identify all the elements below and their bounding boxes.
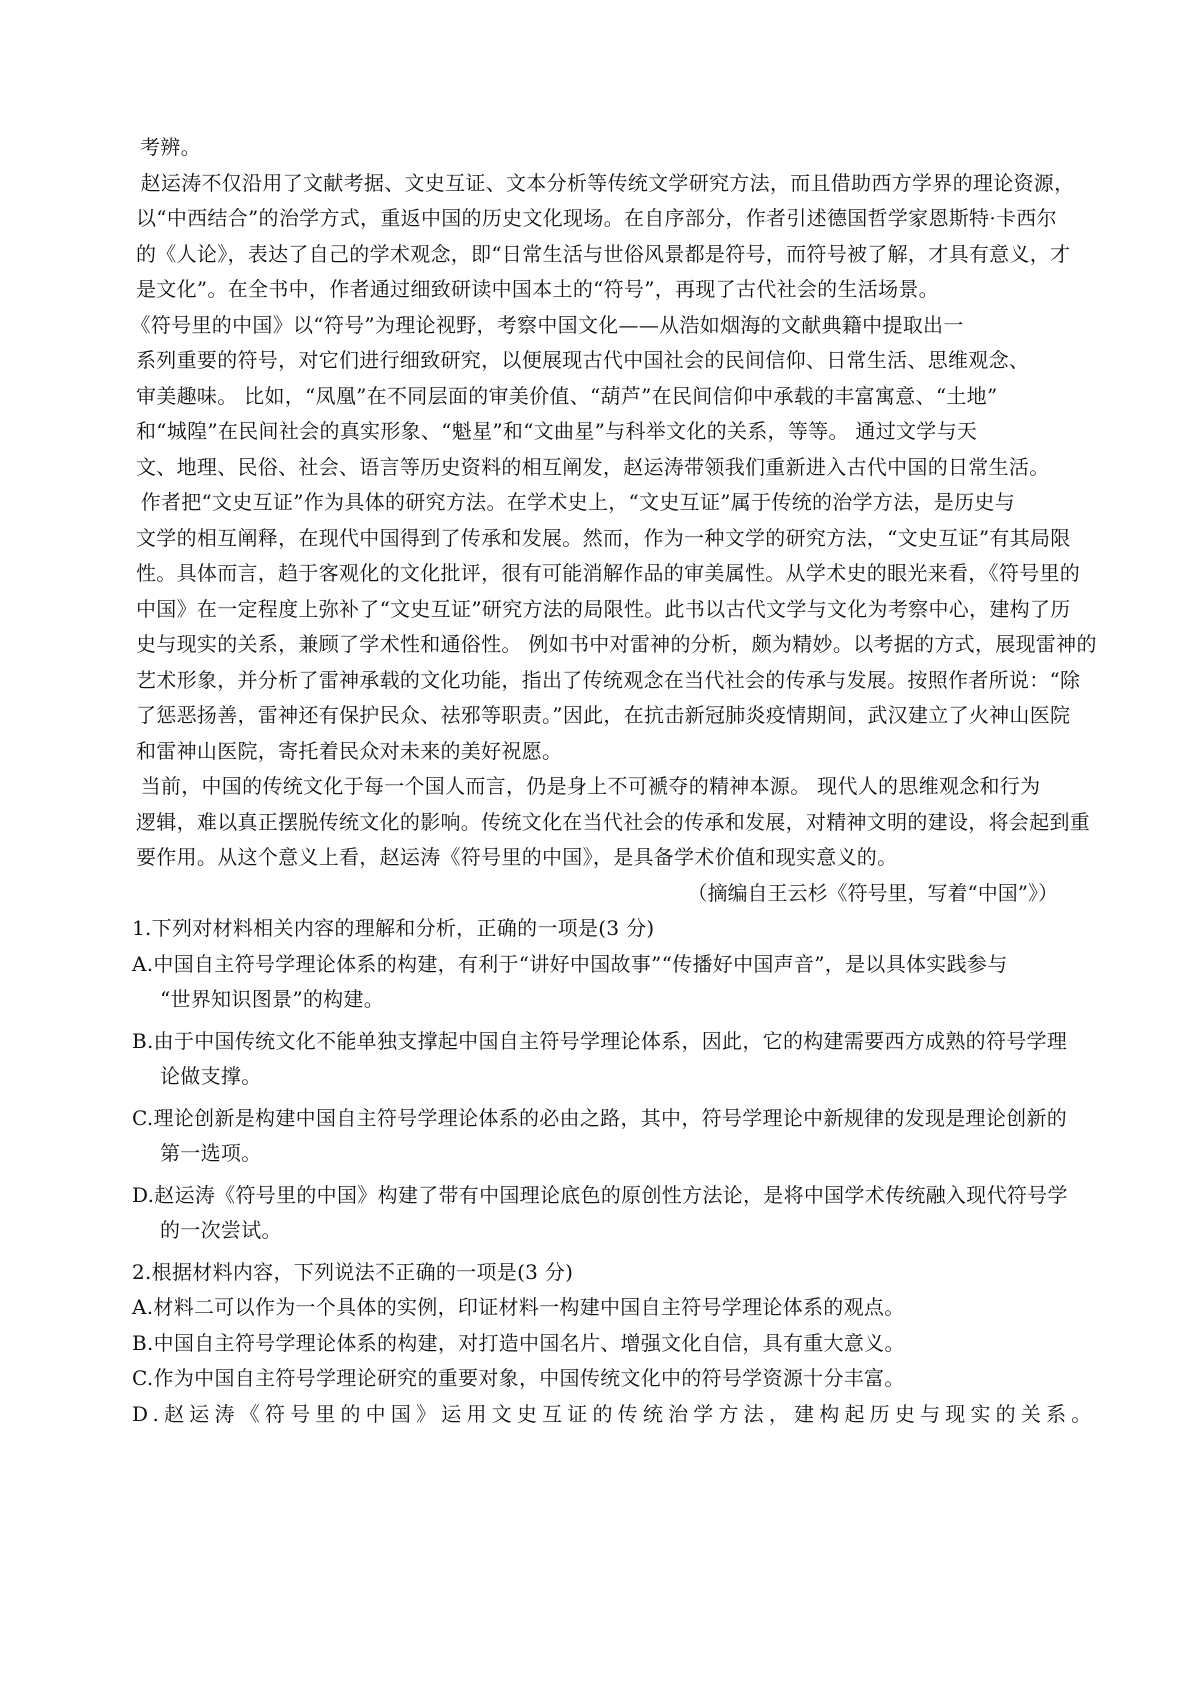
passage-line: 当前，中国的传统文化于每一个国人而言，仍是身上不可褫夺的精神本源。 现代人的思维观念和行为 (100, 774, 1041, 798)
passage-line: 逻辑，难以真正摆脱传统文化的影响。传统文化在当代社会的传承和发展，对精神文明的建设，将会起到重 (136, 809, 1091, 834)
answer-option-d: D.赵运涛《符号里的中国》构建了带有中国理论底色的原创性方法论，是将中国学术传统融入现代符号学 (132, 1182, 1068, 1207)
answer-option-a-continued: “世界知识图景”的构建。 (160, 987, 385, 1011)
passage-line: 艺术形象，并分析了雷神承载的文化功能，指出了传统观念在当代社会的传承与发展。按照作者所说：“除 (136, 667, 1081, 692)
passage-line: 中国》在一定程度上弥补了“文史互证”研究方法的局限性。此书以古代文学与文化为考察中心，建构了历 (136, 596, 1071, 621)
passage-line: 性。具体而言，趋于客观化的文化批评，很有可能消解作品的审美属性。从学术史的眼光来看，《符号里的 (136, 561, 1081, 585)
answer-option-a: A.中国自主符号学理论体系的构建，有利于“讲好中国故事”“传播好中国声音”，是以具体实践参与 (132, 951, 1008, 976)
passage-line: 以“中西结合”的治学方式，重返中国的历史文化现场。在自序部分，作者引述德国哲学家恩斯特·卡西尔 (136, 206, 1057, 230)
question (132, 1255, 1110, 1433)
passage-line: 史与现实的关系，兼顾了学术性和通俗性。 例如书中对雷神的分析，颇为精妙。以考据的方式，展现雷神的 (136, 632, 1097, 656)
answer-option-d: D.赵运涛《符号里的中国》运用文史互证的传统治学方法，建构起历史与现实的关系。 (132, 1401, 1097, 1426)
passage-line: 《符号里的中国》以“符号”为理论视野，考察中国文化——从浩如烟海的文献典籍中提取出一 (100, 312, 964, 337)
answer-option-d-continued: 的一次尝试。 (160, 1218, 282, 1242)
question-stem: 1.下列对材料相关内容的理解和分析，正确的一项是(3 分) (132, 916, 655, 940)
passage-line: 审美趣味。 比如，“凤凰”在不同层面的审美价值、“葫芦”在民间信仰中承载的丰富寓意、“土地” (136, 383, 998, 408)
passage-source: （摘编自王云杉《符号里，写着“中国”》） (687, 880, 1058, 905)
passage-line: 是文化”。在全书中，作者通过细致研读中国本土的“符号”，再现了古代社会的生活场景。 (136, 277, 939, 301)
question (132, 911, 1110, 1249)
passage-line: 系列重要的符号，对它们进行细致研究，以便展现古代中国社会的民间信仰、日常生活、思维观念、 (136, 348, 1030, 372)
answer-option-b: B.中国自主符号学理论体系的构建，对打造中国名片、增强文化自信，具有重大意义。 (132, 1330, 905, 1355)
passage-line: 文学的相互阐释，在现代中国得到了传承和发展。然而，作为一种文学的研究方法，“文史互证”有其局限 (136, 525, 1071, 550)
answer-option-a: A.材料二可以作为一个具体的实例，印证材料一构建中国自主符号学理论体系的观点。 (132, 1295, 905, 1319)
passage-line: 作者把“文史互证”作为具体的研究方法。在学术史上，“文史互证”属于传统的治学方法，是历史与 (100, 490, 1015, 514)
passage-line: 的《人论》，表达了自己的学术观念，即“日常生活与世俗风景都是符号，而符号被了解，才具有意义，才 (136, 241, 1071, 266)
passage-line: 了惩恶扬善，雷神还有保护民众、祛邪等职责。”因此，在抗击新冠肺炎疫情期间，武汉建立了火神山医院 (136, 703, 1071, 727)
question-stem: 2.根据材料内容，下列说法不正确的一项是(3 分) (132, 1259, 574, 1284)
passage-line: 考辨。 (140, 135, 201, 159)
passage-line: 和“城隍”在民间社会的真实形象、“魁星”和“文曲星”与科举文化的关系，等等。 通过文学与天 (136, 419, 978, 443)
passage-line: 赵运涛不仅沿用了文献考据、文史互证、文本分析等传统文学研究方法，而且借助西方学界的理论资源， (100, 170, 1075, 195)
reading-passage (100, 130, 1110, 911)
answer-option-c: C.理论创新是构建中国自主符号学理论体系的必由之路，其中，符号学理论中新规律的发现是理论创新的 (132, 1105, 1068, 1130)
passage-line: 文、地理、民俗、社会、语言等历史资料的相互阐发，赵运涛带领我们重新进入古代中国的日常生活。 (136, 454, 1050, 479)
passage-line: 要作用。从这个意义上看，赵运涛《符号里的中国》，是具备学术价值和现实意义的。 (136, 845, 898, 869)
question-list (132, 911, 1110, 1432)
answer-option-b-continued: 论做支撑。 (160, 1064, 262, 1088)
answer-option-c: C.作为中国自主符号学理论研究的重要对象，中国传统文化中的符号学资源十分丰富。 (132, 1366, 905, 1390)
answer-option-b: B.由于中国传统文化不能单独支撑起中国自主符号学理论体系，因此，它的构建需要西方成熟的符号学理 (132, 1028, 1068, 1053)
passage-line: 和雷神山医院，寄托着民众对未来的美好祝愿。 (136, 738, 563, 763)
answer-option-c-continued: 第一选项。 (160, 1141, 262, 1165)
